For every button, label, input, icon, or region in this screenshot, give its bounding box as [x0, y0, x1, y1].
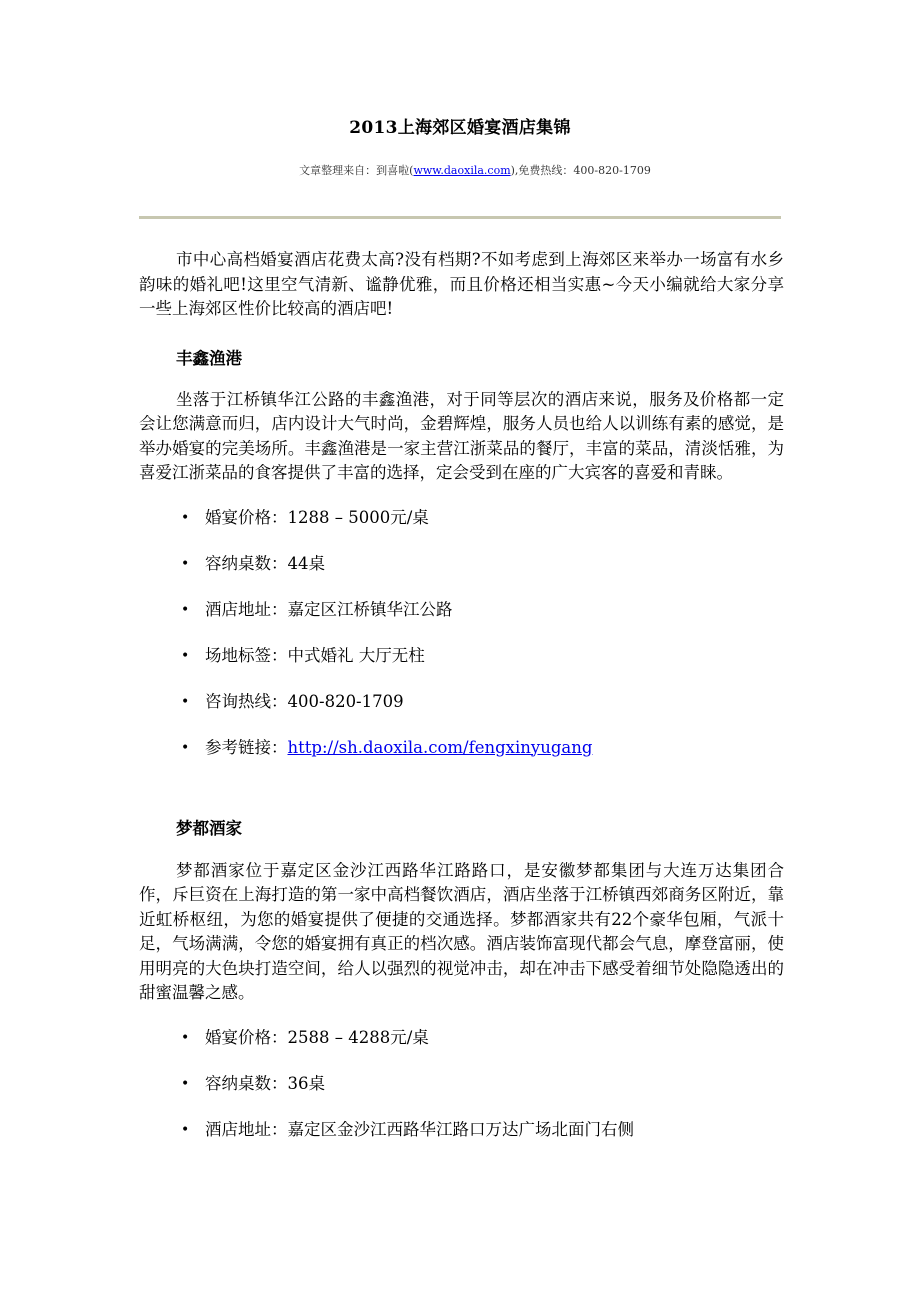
source-link[interactable]: www.daoxila.com — [413, 164, 511, 177]
section-heading-fengxin: 丰鑫渔港 — [176, 348, 242, 368]
bullet-icon: • — [181, 509, 190, 526]
fact-tables: 容纳桌数：44桌 — [205, 553, 325, 573]
list-item — [139, 645, 784, 667]
list-item — [139, 1119, 784, 1141]
source-suffix: ),免费热线：400-820-1709 — [510, 164, 651, 177]
section-description-mengdu: 梦都酒家位于嘉定区金沙江西路华江路路口，是安徽梦都集团与大连万达集团合作，斥巨资在上海打造的第一家中高档餐饮酒店，酒店坐落于江桥镇西郊商务区附近，靠近虹桥枢纽，为您的婚宴提供了便捷的交通选择。梦都酒家共有22个豪华包厢，气派十足，气场满满，令您的婚宴拥有真正的档次感。酒店装饰富现代都会气息，摩登富丽，使用明亮的大色块打造空间，给人以强烈的视觉冲击，却在冲击下感受着细节处隐隐透出的甜蜜温馨之感。 — [139, 860, 784, 1002]
list-item — [139, 691, 784, 713]
section-description-fengxin: 坐落于江桥镇华江公路的丰鑫渔港，对于同等层次的酒店来说，服务及价格都一定会让您满意而归，店内设计大气时尚，金碧辉煌，服务人员也给人以训练有素的感觉，是举办婚宴的完美场所。丰鑫渔港是一家主营江浙菜品的餐厅，丰富的菜品，清淡恬雅，为喜爱江浙菜品的食客提供了丰富的选择，定会受到在座的广大宾客的喜爱和青睐。 — [139, 389, 784, 482]
fact-tables: 容纳桌数：36桌 — [205, 1073, 325, 1093]
bullet-icon: • — [181, 1075, 190, 1092]
reference-link[interactable]: http://sh.daoxila.com/fengxinyugang — [287, 737, 593, 757]
document-title: 2013上海郊区婚宴酒店集锦 — [349, 118, 571, 138]
facts-list-fengxin — [139, 507, 784, 759]
list-item — [139, 1027, 784, 1049]
list-item — [139, 599, 784, 621]
bullet-icon: • — [181, 739, 190, 756]
header-divider — [139, 216, 781, 219]
section-heading-mengdu: 梦都酒家 — [176, 818, 242, 838]
bullet-icon: • — [181, 647, 190, 664]
bullet-icon: • — [181, 1029, 190, 1046]
fact-tags: 场地标签：中式婚礼 大厅无柱 — [205, 645, 425, 665]
fact-link-label: 参考链接： — [205, 737, 288, 757]
fact-price: 婚宴价格：2588 – 4288元/桌 — [205, 1027, 429, 1047]
fact-price: 婚宴价格：1288 – 5000元/桌 — [205, 507, 429, 527]
bullet-icon: • — [181, 601, 190, 618]
list-item — [139, 553, 784, 575]
fact-address: 酒店地址：嘉定区江桥镇华江公路 — [205, 599, 453, 619]
fact-address: 酒店地址：嘉定区金沙江西路华江路口万达广场北面门右侧 — [205, 1119, 634, 1139]
source-prefix: 文章整理来自：到喜啦( — [299, 164, 414, 177]
list-item — [139, 737, 784, 759]
facts-list-mengdu — [139, 1027, 784, 1141]
list-item — [139, 1073, 784, 1095]
article-body — [139, 248, 784, 1165]
list-item — [139, 507, 784, 529]
fact-hotline: 咨询热线：400-820-1709 — [205, 691, 404, 711]
bullet-icon: • — [181, 1121, 190, 1138]
bullet-icon: • — [181, 555, 190, 572]
bullet-icon: • — [181, 693, 190, 710]
source-line — [0, 162, 920, 178]
intro-paragraph: 市中心高档婚宴酒店花费太高?没有档期?不如考虑到上海郊区来举办一场富有水乡韵味的婚礼吧!这里空气清新、谧静优雅，而且价格还相当实惠~今天小编就给大家分享一些上海郊区性价比较高的酒店吧! — [139, 250, 784, 318]
